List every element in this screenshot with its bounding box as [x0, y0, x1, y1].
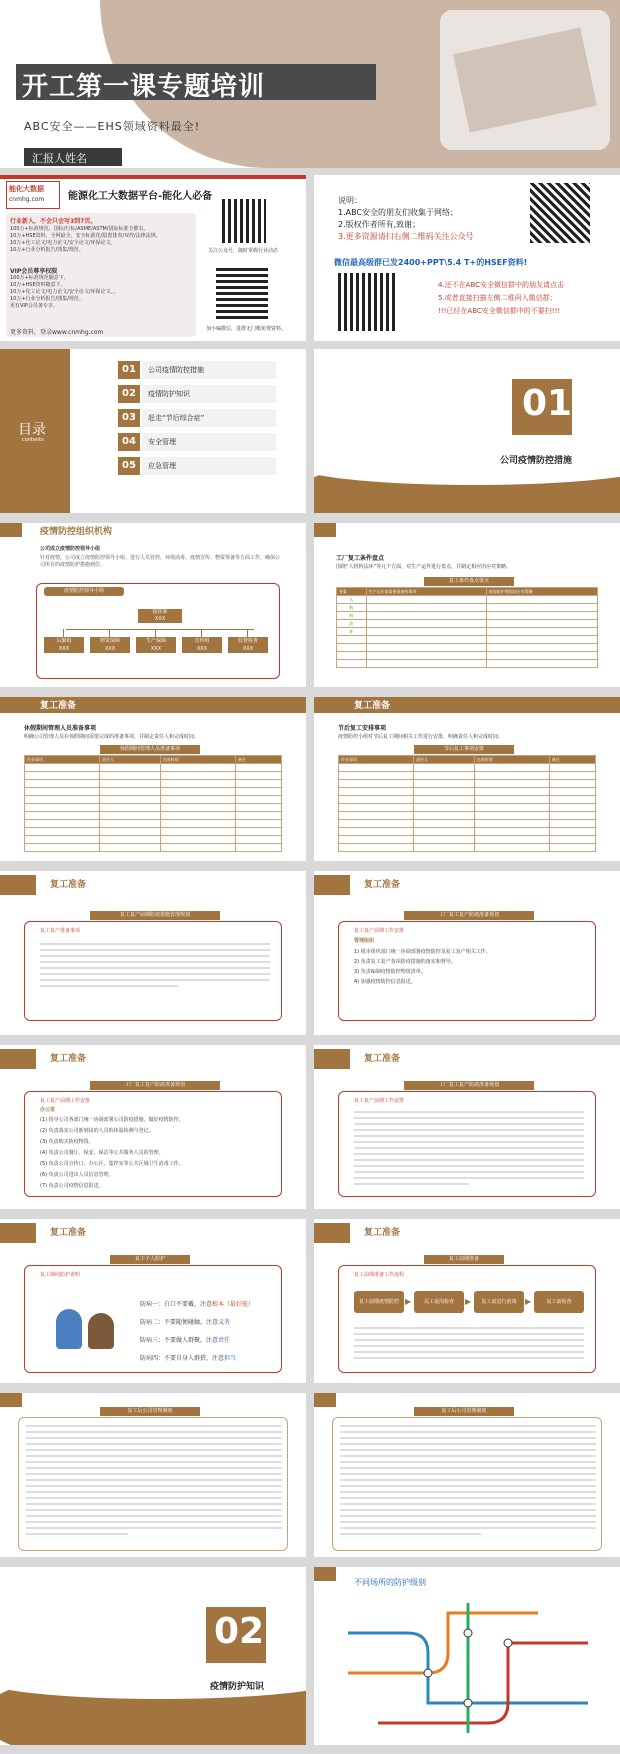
table-row — [339, 804, 596, 812]
table-header: 完成时间 — [160, 756, 235, 764]
warn-5: 5.或者直接扫描左侧二维码入微信群； — [438, 294, 557, 302]
table-row — [337, 660, 598, 668]
table-cell — [339, 820, 414, 828]
plan-item-02: 复工复产前期工作安排 — [354, 928, 405, 934]
table-cell — [25, 788, 100, 796]
table-cell — [413, 780, 474, 788]
table-cell — [474, 772, 549, 780]
table-cell — [486, 660, 597, 668]
table-cell: 法 — [337, 620, 367, 628]
login-link[interactable]: 更多资料，登录www.cnmhg.com — [10, 329, 104, 336]
table-cell — [25, 804, 100, 812]
table-cell — [549, 804, 595, 812]
table-cell — [549, 788, 595, 796]
presenter: 汇报人姓名 — [32, 152, 87, 165]
table-cell — [366, 628, 486, 636]
table-row — [337, 644, 598, 652]
section-number: 02 — [214, 1611, 265, 1652]
resume-table — [338, 755, 596, 852]
plan-caption: 工厂复工复产防疫准备规划 — [404, 1081, 534, 1090]
table-cell — [413, 764, 474, 772]
flow-item: 复工前期准备工作流程 — [354, 1272, 405, 1278]
table-cell — [160, 780, 235, 788]
org-slide — [0, 523, 306, 687]
arrow-icon: ▶ — [525, 1297, 532, 1306]
table-cell — [413, 836, 474, 844]
table-row — [337, 612, 598, 620]
warn-6: !!!已经在ABC安全微信群中的不要扫!!! — [438, 307, 561, 315]
org-chart-box — [36, 583, 280, 679]
table-cell — [474, 812, 549, 820]
table-cell — [99, 764, 160, 772]
level-title: 不同场所的防护级别 — [354, 1578, 426, 1587]
office-list: (1) 指导公司各部门统一协调部署公司防疫措施，做好疫情防控。 (2) 负责落实公司新到岗的人员的体温检测与登记。 (3) 负责购买防疫物资。 (4) 负责公司餐厅、保安、保洁等公共服务人员的管理。 (5) 负责公司宣传口、办公区、集控室等公共区域卫生消毒工作。 (6) 负责公司进出人员信息管理。 (7) 负责公司疫情信息报送。 — [40, 1117, 184, 1189]
toc-number: 03 — [118, 409, 140, 427]
table-cell — [549, 780, 595, 788]
toc-item[interactable]: 疫情防护知识 — [142, 385, 276, 403]
ad-headline: 能源化工大数据平台-能化人必备 — [68, 191, 213, 202]
slide-heading: 复工准备 — [40, 701, 77, 711]
arrow-icon: ▶ — [465, 1297, 472, 1306]
table-cell — [549, 772, 595, 780]
table-row — [25, 812, 282, 820]
org-link — [63, 629, 64, 637]
table-cell — [549, 844, 595, 852]
flow-slide — [314, 1219, 620, 1383]
holiday-slide — [0, 697, 306, 861]
table-cell — [413, 788, 474, 796]
table-cell — [99, 804, 160, 812]
table-cell — [235, 772, 281, 780]
org-node: 物资保障 XXX — [90, 637, 130, 653]
table-row — [337, 652, 598, 660]
table-cell — [486, 596, 597, 604]
note-1: 1.ABC安全的朋友们收集于网络； — [338, 208, 459, 217]
person-icon — [56, 1309, 82, 1349]
resume-slide — [314, 697, 620, 861]
org-root: 指挥部 XXX — [138, 609, 182, 623]
table-cell — [474, 764, 549, 772]
ad-slide-left — [0, 175, 306, 341]
table-cell — [413, 844, 474, 852]
table-cell — [99, 796, 160, 804]
table-caption: 复工条件盘点要点 — [424, 577, 514, 586]
table-row — [25, 804, 282, 812]
table-header: 作业事项 — [339, 756, 414, 764]
qr-code-icon — [216, 267, 268, 319]
table-cell — [549, 836, 595, 844]
table-cell — [25, 836, 100, 844]
table-cell — [474, 836, 549, 844]
table-cell — [337, 660, 367, 668]
plan-caption: 工厂复工复产防疫准备规划 — [90, 1081, 220, 1090]
org-box-title: 疫情防控领导小组 — [44, 587, 124, 596]
table-cell — [99, 844, 160, 852]
protect-slide — [0, 1219, 306, 1383]
plan-caption: 复工复产前期防疫措施管理规划 — [90, 911, 220, 920]
table-cell — [235, 764, 281, 772]
table-header: 备注 — [549, 756, 595, 764]
cover-title: 开工第一课专题培训 — [22, 72, 266, 102]
table-row — [339, 764, 596, 772]
org-p1: 公司成立疫情防控领导小组 — [40, 546, 101, 552]
table-cell — [474, 780, 549, 788]
station — [504, 1639, 512, 1647]
qr-code-icon — [530, 183, 590, 243]
section-title: 疫情防护知识 — [210, 1682, 265, 1692]
table-header: 作业事项 — [25, 756, 100, 764]
books-image — [440, 10, 610, 150]
vip-title: VIP会员尊享权限 — [10, 268, 58, 275]
table-cell — [366, 644, 486, 652]
table-cell — [337, 652, 367, 660]
table-cell — [486, 612, 597, 620]
table-header: 疫情防护期间的应对策略 — [486, 588, 597, 596]
station — [464, 1699, 472, 1707]
table-cell — [339, 796, 414, 804]
gift-title: 行业新人，不会只会写3到7页。 — [10, 218, 97, 225]
table-cell — [339, 804, 414, 812]
metro-map — [338, 1593, 598, 1739]
table-cell — [339, 764, 414, 772]
table-cell — [235, 828, 281, 836]
table-cell — [25, 820, 100, 828]
table-row — [339, 820, 596, 828]
rules-slide-1 — [0, 1393, 306, 1557]
flow-step: 复工前进行消毒 — [474, 1291, 524, 1313]
table-cell — [235, 812, 281, 820]
table-cell — [474, 820, 549, 828]
table-row — [337, 620, 598, 628]
table-cell — [413, 796, 474, 804]
table-cell — [99, 836, 160, 844]
table-cell — [235, 844, 281, 852]
slide-heading: 复工准备 — [50, 880, 87, 890]
table-cell — [549, 796, 595, 804]
protect-caption: 复工个人防护 — [110, 1255, 190, 1264]
toc-number: 02 — [118, 385, 140, 403]
toc-item[interactable]: 赶走“节后综合症” — [142, 409, 276, 427]
table-row — [337, 596, 598, 604]
office-slide — [0, 1045, 306, 1209]
table-cell — [474, 828, 549, 836]
warn-4: 4.还不在ABC安全微信群中的朋友请点击 — [438, 281, 565, 289]
qr-code-icon — [222, 199, 266, 243]
plan-slide-3 — [314, 1045, 620, 1209]
table-cell — [160, 844, 235, 852]
table-cell — [235, 804, 281, 812]
protect-d2: 防病二：不要随便碰触，注意义务 — [140, 1319, 231, 1326]
table-header: 备注 — [235, 756, 281, 764]
table-cell — [366, 636, 486, 644]
flow-step: 复工前期疫情防控 — [354, 1291, 404, 1313]
table-cell — [486, 628, 597, 636]
table-row — [339, 780, 596, 788]
holiday-h1: 休假期间管理人员准备事项 — [24, 725, 97, 732]
table-cell — [339, 844, 414, 852]
table-cell — [413, 804, 474, 812]
table-cell — [366, 612, 486, 620]
org-link — [155, 629, 156, 637]
table-cell — [25, 764, 100, 772]
table-cell — [25, 772, 100, 780]
plan-caption: 工厂复工复产防疫准备规划 — [404, 911, 534, 920]
plan-item-02: 复工复产前期工作安排 — [354, 1098, 405, 1104]
level-slide — [314, 1567, 620, 1745]
table-caption: 休假期间管理人员准备事项 — [100, 745, 200, 754]
table-row — [25, 764, 282, 772]
table-cell — [366, 660, 486, 668]
table-cell — [366, 620, 486, 628]
table-cell — [486, 636, 597, 644]
flow-step: 复工前检查 — [534, 1291, 584, 1313]
table-cell — [160, 804, 235, 812]
note-3: 3.更多资源请扫右侧二维码关注公众号 — [338, 232, 474, 241]
table-cell — [413, 820, 474, 828]
slide-heading: 复工准备 — [364, 1228, 401, 1238]
table-cell — [549, 812, 595, 820]
table-row — [25, 828, 282, 836]
gov-title: 管理组织 — [354, 938, 375, 944]
table-cell — [486, 644, 597, 652]
table-cell — [99, 788, 160, 796]
rules-caption: 复工后公司管理制度 — [100, 1407, 200, 1416]
table-cell — [339, 836, 414, 844]
brand-logo: 能化大数据 cnmhg.com — [6, 181, 60, 209]
table-cell — [160, 828, 235, 836]
table-cell — [474, 796, 549, 804]
table-cell — [366, 604, 486, 612]
section-02-slide — [0, 1567, 306, 1745]
table-cell — [474, 844, 549, 852]
table-cell — [366, 652, 486, 660]
table-cell — [99, 780, 160, 788]
table-cell: 环 — [337, 628, 367, 636]
office-title: 办公室 — [40, 1107, 56, 1113]
table-cell — [160, 772, 235, 780]
table-row — [339, 772, 596, 780]
person-icon — [88, 1313, 114, 1349]
table-cell — [99, 772, 160, 780]
toc-item[interactable]: 应急管理 — [142, 457, 276, 475]
table-header: 完成时间 — [474, 756, 549, 764]
table-row — [25, 780, 282, 788]
table-cell — [235, 820, 281, 828]
qr2-note: 加小编微信，进群无门槛免费资料。 — [206, 326, 287, 332]
qr1-note: 关注公众号，随时掌握行业动态 — [208, 248, 279, 254]
table-cell — [413, 772, 474, 780]
check-table — [336, 587, 598, 668]
table-cell — [235, 788, 281, 796]
table-cell — [25, 812, 100, 820]
qr-code-icon — [338, 273, 396, 331]
table-cell — [235, 780, 281, 788]
flow-step: 员工返岗检查 — [414, 1291, 464, 1313]
ad-slide-right — [314, 175, 620, 341]
table-cell — [413, 828, 474, 836]
station — [464, 1629, 472, 1637]
plan-item-01: 复工复产准备事项 — [40, 928, 81, 934]
table-cell — [160, 812, 235, 820]
slide-heading: 复工准备 — [364, 880, 401, 890]
table-cell — [413, 812, 474, 820]
table-cell — [160, 820, 235, 828]
table-row — [25, 796, 282, 804]
table-row — [25, 820, 282, 828]
table-row — [337, 628, 598, 636]
holiday-table — [24, 755, 282, 852]
arrow-icon: ▶ — [405, 1297, 412, 1306]
table-cell — [337, 636, 367, 644]
plan-item-02: 复工复产前期工作安排 — [40, 1098, 91, 1104]
table-row — [339, 828, 596, 836]
table-cell — [339, 772, 414, 780]
table-header: 生产运作前需要准备的事项 — [366, 588, 486, 596]
resume-h1: 节后复工安排事项 — [338, 725, 387, 732]
plan-slide-1 — [0, 871, 306, 1035]
section-01-slide — [314, 349, 620, 513]
section-number: 01 — [522, 383, 573, 424]
table-cell — [99, 812, 160, 820]
table-cell — [99, 828, 160, 836]
table-row — [25, 844, 282, 852]
cover-subtitle: ABC安全——EHS领域资料最全! — [24, 120, 201, 133]
org-node: 宣传组 XXX — [182, 637, 222, 653]
slide-heading: 疫情防控组织机构 — [40, 527, 113, 537]
table-cell — [549, 820, 595, 828]
table-row — [339, 788, 596, 796]
protect-d1: 防病一：白口不要戴，注意根本（最好能） — [140, 1301, 255, 1308]
table-cell — [25, 828, 100, 836]
plan-slide-2 — [314, 871, 620, 1035]
table-cell: 料 — [337, 612, 367, 620]
org-link — [109, 629, 110, 637]
toc-item[interactable]: 安全管理 — [142, 433, 276, 451]
org-link — [247, 629, 248, 637]
station — [424, 1669, 432, 1677]
table-row — [339, 812, 596, 820]
toc-number: 04 — [118, 433, 140, 451]
table-cell — [25, 844, 100, 852]
wx-note: 微信最高级群已发2400+PPT\5.4 T+的HSEF资料! — [334, 258, 528, 267]
table-cell: 人 — [337, 596, 367, 604]
table-row — [25, 772, 282, 780]
table-row — [25, 788, 282, 796]
table-header: 责任人 — [413, 756, 474, 764]
slide-heading: 复工准备 — [50, 1228, 87, 1238]
toc-slide — [0, 349, 306, 513]
table-cell — [235, 836, 281, 844]
table-cell — [25, 796, 100, 804]
table-cell — [486, 604, 597, 612]
note-head: 说明： — [338, 196, 362, 205]
protect-d4: 防病四：不要自身人群搭，注意担当 — [140, 1355, 237, 1362]
table-header: 要素 — [337, 588, 367, 596]
org-node: 监督检查 XXX — [228, 637, 268, 653]
table-row — [337, 636, 598, 644]
table-row — [339, 844, 596, 852]
holiday-h2: 明确公司管理人员在休假期间需要完成的准备事项，并制定责任人和完成时间。 — [24, 734, 200, 740]
table-cell — [25, 780, 100, 788]
toc-item[interactable]: 公司疫情防控措施 — [142, 361, 276, 379]
table-cell — [366, 596, 486, 604]
flow-caption: 复工前期准备 — [424, 1255, 504, 1264]
table-caption: 节后复工事项安排 — [414, 745, 514, 754]
protect-item: 复工期间防护说明 — [40, 1272, 81, 1278]
table-cell — [235, 796, 281, 804]
table-cell — [339, 780, 414, 788]
table-cell — [339, 812, 414, 820]
slide-heading: 复工准备 — [50, 1054, 87, 1064]
table-header: 责任人 — [99, 756, 160, 764]
table-cell: 机 — [337, 604, 367, 612]
table-cell — [160, 764, 235, 772]
toc-en: contents — [22, 437, 44, 443]
toc-number: 05 — [118, 457, 140, 475]
note-2: 2.版权作者所有,致谢； — [338, 220, 421, 229]
table-row — [337, 604, 598, 612]
gift-list: 100万+标准规范、国标/行标/ASME/ASTM/国际标准全都有。 10万+HSE资料，全网最全、安全标准化/隐患排查/双控/法律法规。 10万+化工论文/电力论文/安全论文/环保论文。 10万+行业分析报告/图集/规范。 — [10, 226, 161, 253]
table-cell — [160, 788, 235, 796]
table-row — [339, 836, 596, 844]
route-red — [378, 1643, 588, 1723]
table-cell — [549, 764, 595, 772]
table-row — [339, 796, 596, 804]
org-node: 生产保障 XXX — [136, 637, 176, 653]
section-title: 公司疫情防控措施 — [500, 456, 573, 466]
rules-caption: 复工后公司管理制度 — [414, 1407, 514, 1416]
table-cell — [160, 836, 235, 844]
check-h2: 围绕“人机料法环”等几个方面，对生产运作进行盘点，并制定相应的应对策略。 — [336, 564, 512, 570]
table-cell — [549, 828, 595, 836]
toc-number: 01 — [118, 361, 140, 379]
table-cell — [160, 796, 235, 804]
resume-h2: 疫情防控小组对节后复工期间相关工作进行安排，明确责任人和完成时间。 — [338, 734, 504, 740]
slide-heading: 复工准备 — [354, 701, 391, 711]
table-cell — [339, 788, 414, 796]
table-cell — [474, 788, 549, 796]
vip-list: 100万+标准规范随意下。 10万+HSE资料随意下。 10万+化工论文/电力论文/安全论文/环保论文。。 10万+行业分析报告/图集/规范。 更有VIP会员备专享。 — [10, 275, 119, 309]
cover-slide — [0, 0, 620, 168]
org-node: 后勤组 XXX — [44, 637, 84, 653]
toc-title: 目录 — [18, 422, 46, 438]
table-cell — [486, 620, 597, 628]
table-row — [25, 836, 282, 844]
table-cell — [339, 828, 414, 836]
org-p2: 针对疫情，公司成立疫情防控领导小组、进行人员管控、环境消毒、疫情宣传、物资筹备等方面工作，确保公司所有的疫情防护措施到位。 — [40, 555, 281, 568]
table-cell — [486, 652, 597, 660]
check-slide — [314, 523, 620, 687]
rules-slide-2 — [314, 1393, 620, 1557]
slide-heading: 复工准备 — [364, 1054, 401, 1064]
table-cell — [474, 804, 549, 812]
org-link — [201, 629, 202, 637]
table-cell — [99, 820, 160, 828]
check-h1: 工厂复工条件盘点 — [336, 555, 385, 562]
gov-list: 1) 根本组织部门统一协调部署疫情防控及复工复产相关工作。 2) 负责复工复产各项防疫措施的落实和督导。 3) 负责编制疫情防控物资清单。 4) 加强疫情防控信息报送。 — [354, 949, 491, 985]
table-cell — [337, 644, 367, 652]
protect-d3: 防病三：不要做人群聚，注意责任 — [140, 1337, 231, 1344]
